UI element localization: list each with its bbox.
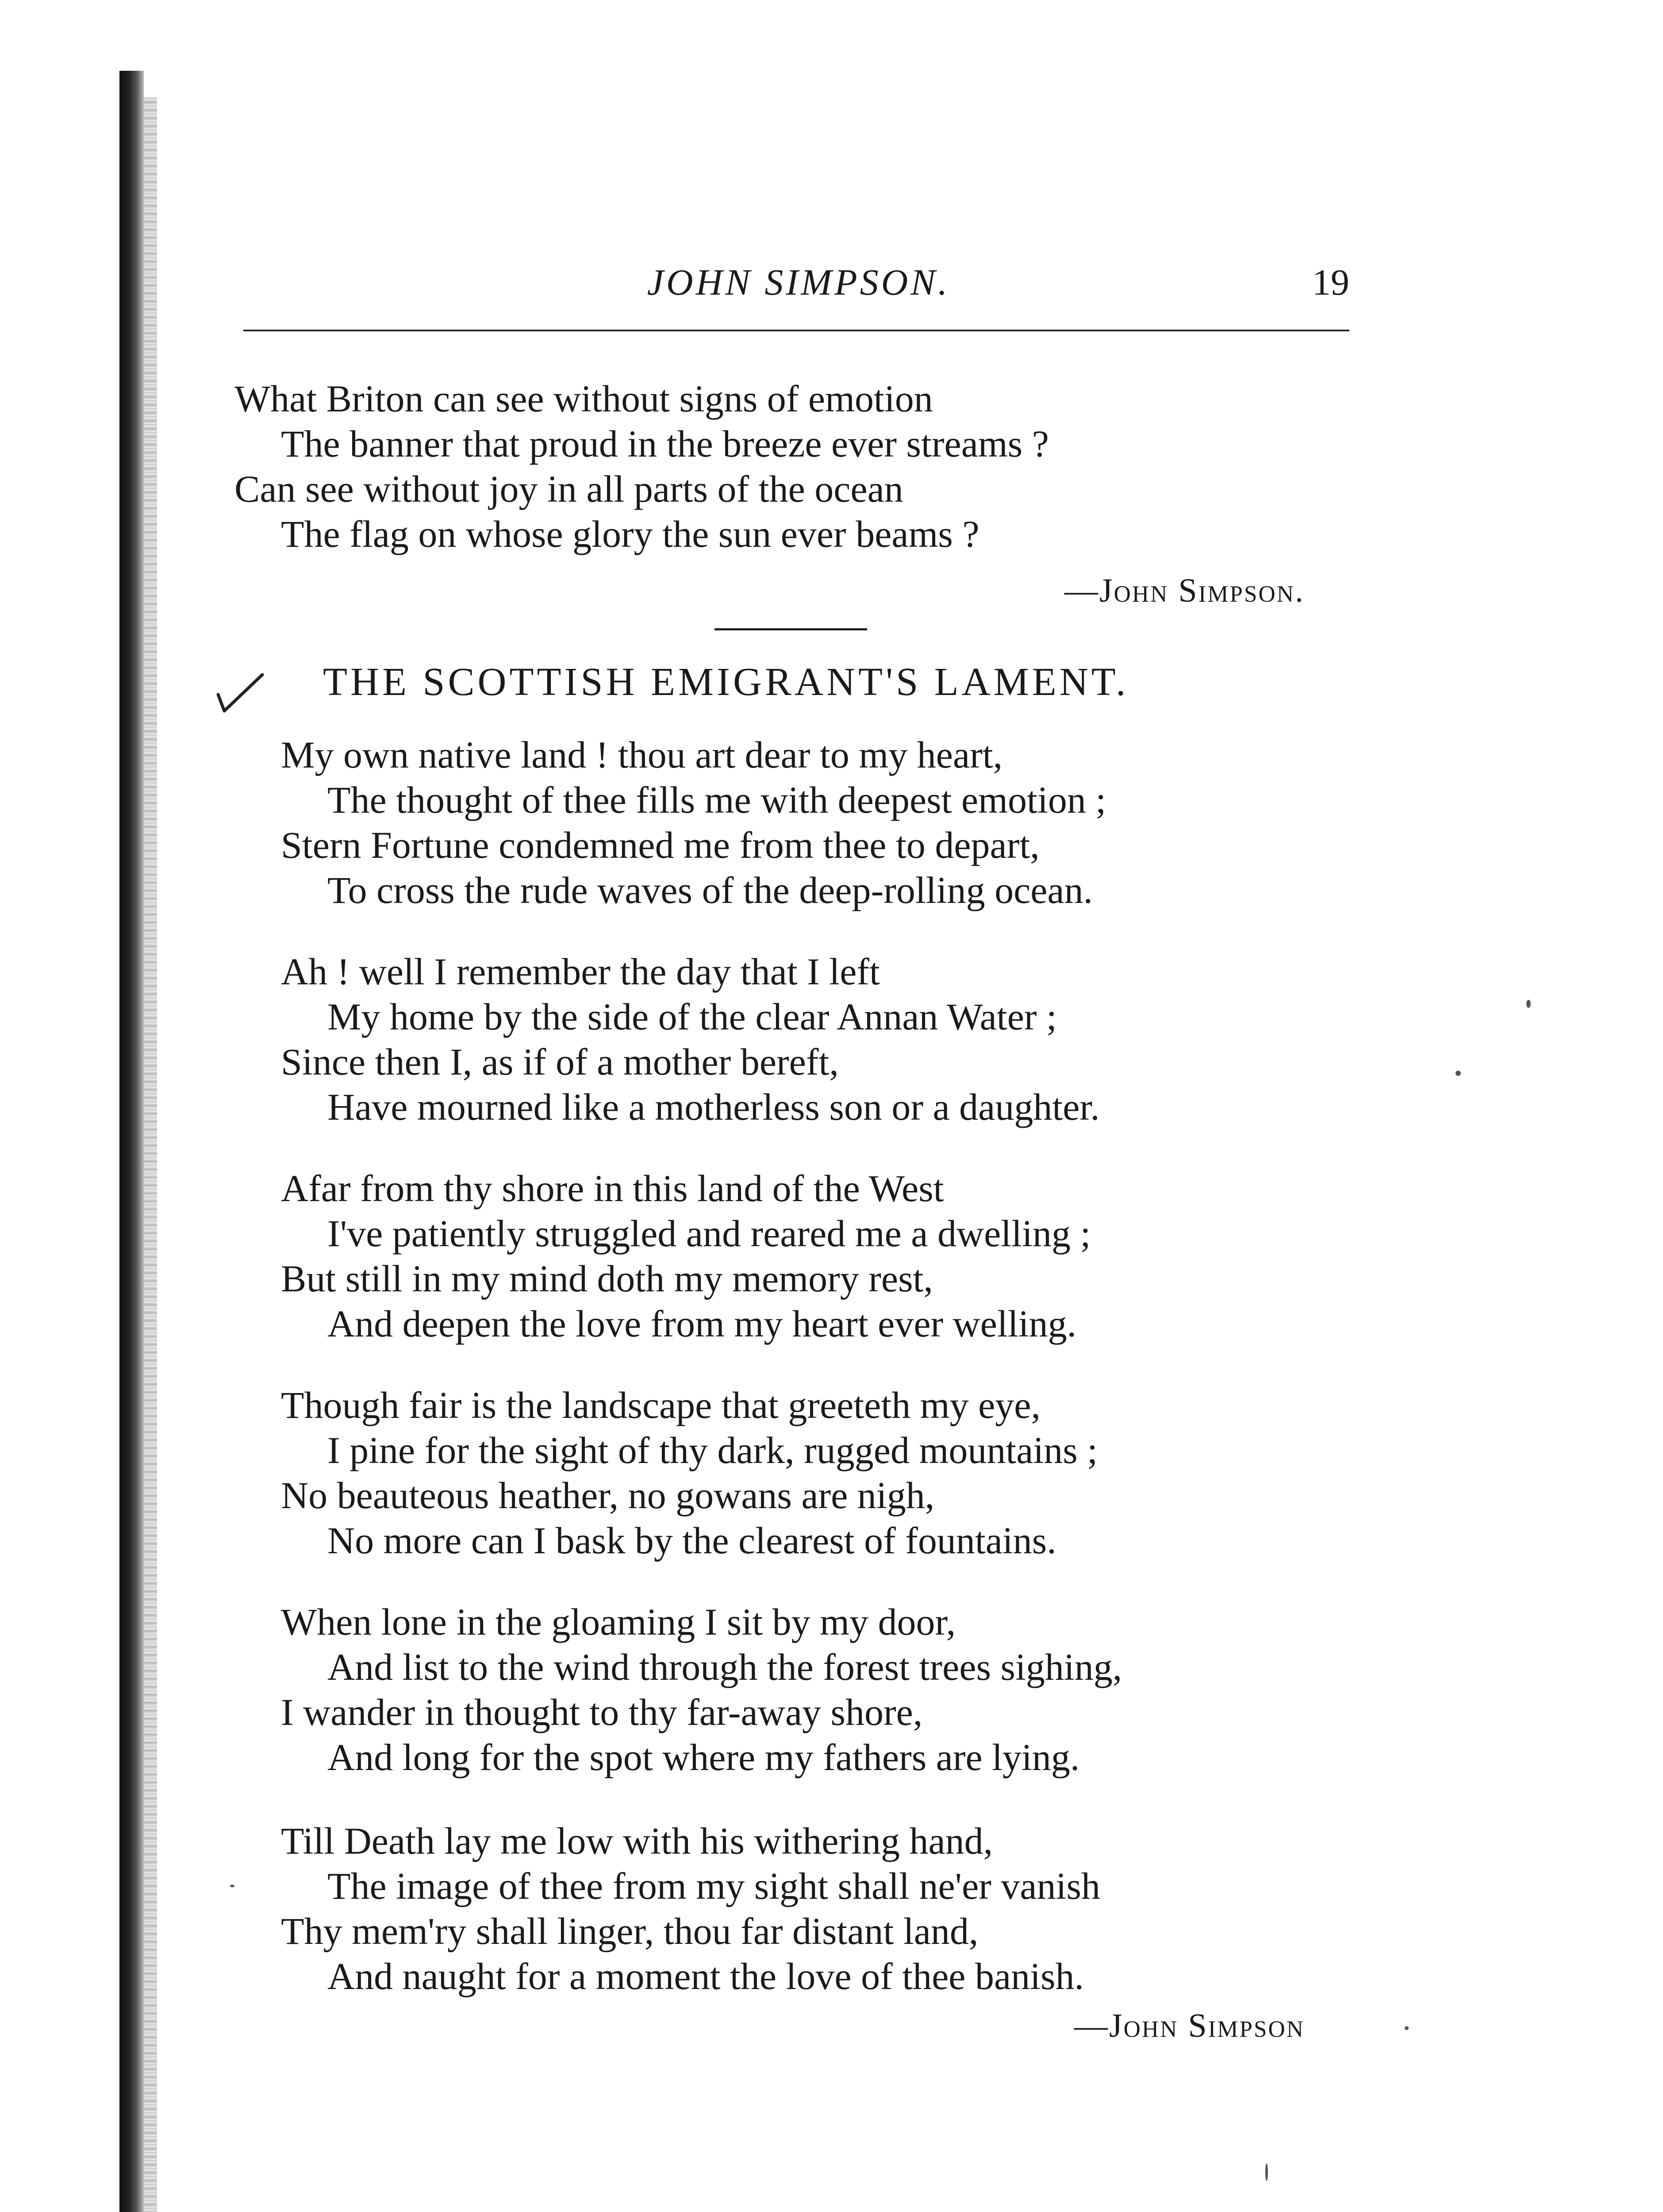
verse-line: But still in my mind doth my memory rest, [281, 1257, 933, 1300]
poem-2-stanza-6 [281, 1818, 1413, 1999]
verse-line: And list to the wind through the forest trees sighing, [327, 1646, 1122, 1688]
verse-line: No more can I bask by the clearest of fountains. [327, 1519, 1056, 1562]
poem-2-stanza-5 [281, 1599, 1413, 1780]
poem-2-stanza-3 [281, 1166, 1413, 1346]
check-mark-icon [215, 670, 265, 714]
verse-line: I wander in thought to thy far-away shore, [281, 1691, 923, 1733]
poem-2-stanza-1 [281, 732, 1413, 913]
verse-line: Though fair is the landscape that greeteth my eye, [281, 1384, 1041, 1426]
scan-speck [1405, 2026, 1409, 2030]
page-edge-texture [144, 97, 157, 2212]
verse-line: My home by the side of the clear Annan Water ; [327, 995, 1057, 1038]
section-divider [714, 628, 867, 630]
page-header [248, 261, 1349, 323]
verse-line: Thy mem'ry shall linger, thou far distant land, [281, 1910, 979, 1952]
verse-line: My own native land ! thou art dear to my heart, [281, 733, 1003, 776]
verse-line: Can see without joy in all parts of the ocean [234, 468, 903, 510]
scan-speck [1526, 1000, 1531, 1008]
book-spine-shadow [119, 71, 144, 2212]
scan-speck [230, 1885, 234, 1887]
poem-2-attribution: —John Simpson [1074, 2007, 1305, 2044]
verse-line: When lone in the gloaming I sit by my door, [281, 1601, 956, 1643]
verse-line: Have mourned like a motherless son or a daughter. [327, 1086, 1100, 1128]
verse-line: The banner that proud in the breeze ever streams ? [281, 422, 1049, 465]
verse-line: I've patiently struggled and reared me a dwelling ; [327, 1212, 1091, 1255]
poem-2-stanza-4 [281, 1382, 1413, 1563]
poem-2-stanza-2 [281, 949, 1413, 1129]
verse-line: Stern Fortune condemned me from thee to depart, [281, 824, 1040, 866]
poem-2-title: THE SCOTTISH EMIGRANT'S LAMENT. [323, 660, 1129, 704]
verse-line: Afar from thy shore in this land of the West [281, 1167, 944, 1210]
verse-line: What Briton can see without signs of emotion [234, 377, 933, 420]
poem-1-attribution: —John Simpson. [1064, 572, 1305, 609]
page-number: 19 [1312, 262, 1349, 303]
verse-line: No beauteous heather, no gowans are nigh, [281, 1474, 935, 1517]
verse-line: And deepen the love from my heart ever welling. [327, 1302, 1077, 1345]
verse-line: The image of thee from my sight shall ne'er vanish [327, 1865, 1100, 1907]
verse-line: And naught for a moment the love of thee banish. [327, 1955, 1084, 1997]
verse-line: Since then I, as if of a mother bereft, [281, 1041, 839, 1083]
poem-1-stanza [234, 376, 1367, 557]
verse-line: The flag on whose glory the sun ever beams ? [281, 513, 979, 555]
verse-line: I pine for the sight of thy dark, rugged mountains ; [327, 1429, 1098, 1471]
verse-line: The thought of thee fills me with deepest emotion ; [327, 779, 1106, 821]
verse-line: Ah ! well I remember the day that I left [281, 950, 880, 993]
running-head: JOHN SIMPSON. [647, 262, 950, 303]
scan-speck [1265, 2163, 1268, 2181]
verse-line: And long for the spot where my fathers are lying. [327, 1736, 1080, 1778]
verse-line: Till Death lay me low with his withering hand, [281, 1820, 993, 1862]
verse-line: To cross the rude waves of the deep-rolling ocean. [327, 869, 1093, 911]
scan-speck [1456, 1071, 1461, 1076]
header-rule [243, 330, 1349, 331]
